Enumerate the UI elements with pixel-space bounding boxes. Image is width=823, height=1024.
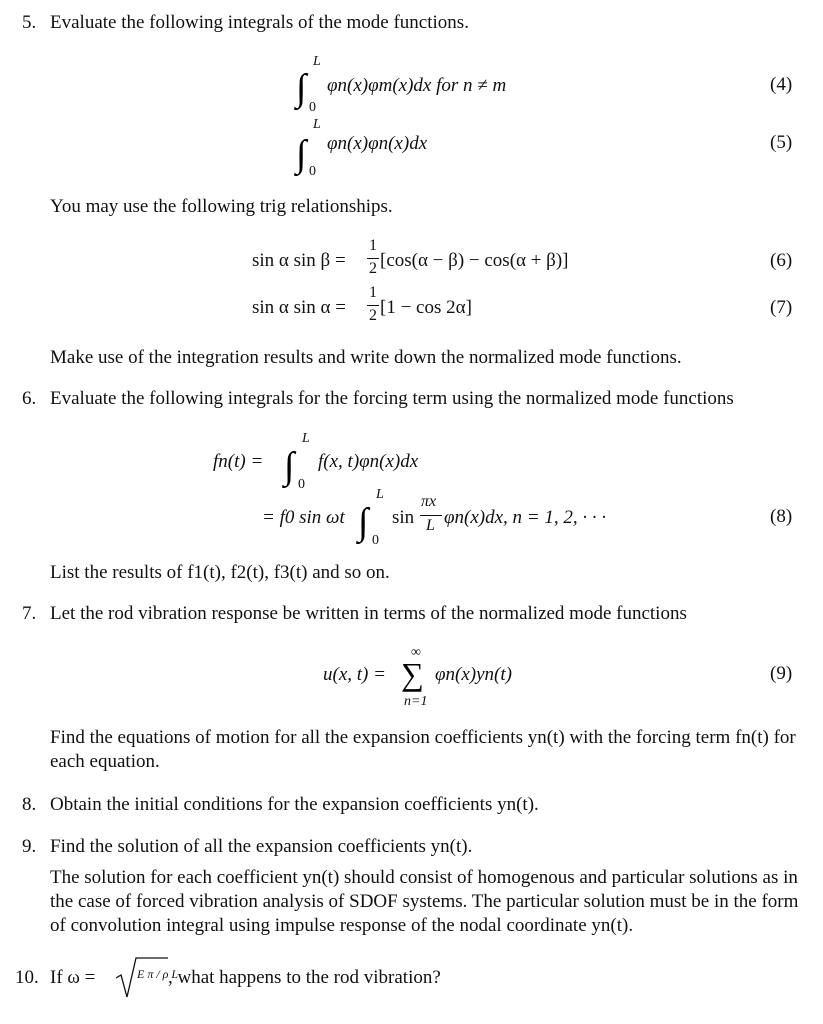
q5-number: 5.	[22, 12, 37, 33]
eq8-line1-body: f(x, t)φn(x)dx	[318, 451, 419, 472]
eq4-upper: L	[313, 54, 321, 69]
svg-text:∫: ∫	[296, 133, 307, 175]
eq9-label: (9)	[770, 663, 793, 684]
eq6-rhs: [cos(α − β) − cos(α + β)]	[380, 250, 569, 271]
eq6-frac-num: 1	[369, 237, 377, 254]
q5-closing: Make use of the integration results and write down the normalized mode functions.	[50, 347, 682, 368]
eq8-lhs: fn(t) =	[213, 451, 264, 472]
q6-text: Evaluate the following integrals for the forcing term using the normalized mode functions	[50, 388, 734, 409]
eq5-upper: L	[313, 117, 321, 132]
q9-detail: The solution for each coefficient yn(t) should consist of homogenous and particular solutions as in the case of forced vibration analysis of SDOF systems. The particular solution must be in the form of convolution integral using impulse response of the nodal coordinate yn(t).	[50, 867, 799, 936]
q7-find-text: Find the equations of motion for all the expansion coefficients yn(t) with the forcing term fn(t) for each equation.	[50, 727, 796, 772]
svg-text:∫: ∫	[296, 67, 307, 109]
q8-number: 8.	[22, 794, 37, 815]
eq4-body: φn(x)φm(x)dx for n ≠ m	[327, 75, 507, 96]
eq6-lhs: sin α sin β =	[252, 250, 346, 271]
q8-text: Obtain the initial conditions for the expansion coefficients yn(t).	[50, 794, 539, 815]
eq8-frac-num: πx	[421, 493, 437, 510]
q9-text: Find the solution of all the expansion coefficients yn(t).	[50, 836, 473, 857]
eq7-lhs: sin α sin α =	[252, 297, 346, 318]
eq9-lhs: u(x, t) =	[323, 664, 386, 685]
svg-text:∑: ∑	[401, 656, 424, 692]
q6-list-text: List the results of f1(t), f2(t), f3(t) and so on.	[50, 562, 390, 583]
eq7-frac-num: 1	[369, 284, 377, 301]
eq7-label: (7)	[770, 297, 793, 318]
eq8-line2-body: φn(x)dx, n = 1, 2, · · ·	[444, 507, 607, 528]
eq8-frac-den: L	[426, 517, 435, 534]
q7-text: Let the rod vibration response be written in terms of the normalized mode functions	[50, 603, 687, 624]
eq8-line1-upper: L	[302, 431, 310, 446]
eq8-line2-lower: 0	[372, 533, 379, 548]
eq7-rhs: [1 − cos 2α]	[380, 297, 472, 318]
q10-number: 10.	[15, 967, 39, 988]
q7-number: 7.	[22, 603, 37, 624]
q9-number: 9.	[22, 836, 37, 857]
trig-intro: You may use the following trig relationships.	[50, 196, 393, 217]
eq9-sum-upper: ∞	[411, 645, 421, 660]
eq4-label: (4)	[770, 74, 793, 95]
eq8-sin: sin	[392, 507, 415, 528]
eq7-frac-den: 2	[369, 307, 377, 324]
eq5-label: (5)	[770, 132, 793, 153]
q10-sqrt-body: E π / ρ L	[137, 967, 179, 981]
q10-tail: , what happens to the rod vibration?	[168, 967, 441, 988]
eq5-body: φn(x)φn(x)dx	[327, 133, 428, 154]
eq6-frac-den: 2	[369, 260, 377, 277]
eq9-body: φn(x)yn(t)	[435, 664, 512, 685]
q5-text: Evaluate the following integrals of the mode functions.	[50, 12, 469, 33]
eq5-lower: 0	[309, 164, 316, 179]
svg-text:∫: ∫	[358, 501, 369, 543]
eq8-label: (8)	[770, 506, 793, 527]
eq4-lower: 0	[309, 100, 316, 115]
eq6-label: (6)	[770, 250, 793, 271]
q10-text: If ω =	[50, 967, 96, 988]
eq9-sum-lower: n=1	[404, 694, 428, 709]
eq8-line1-lower: 0	[298, 477, 305, 492]
q6-number: 6.	[22, 388, 37, 409]
eq8-line2-lhs: = f0 sin ωt	[262, 507, 345, 528]
eq8-line2-upper: L	[376, 487, 384, 502]
svg-text:∫: ∫	[284, 445, 295, 487]
